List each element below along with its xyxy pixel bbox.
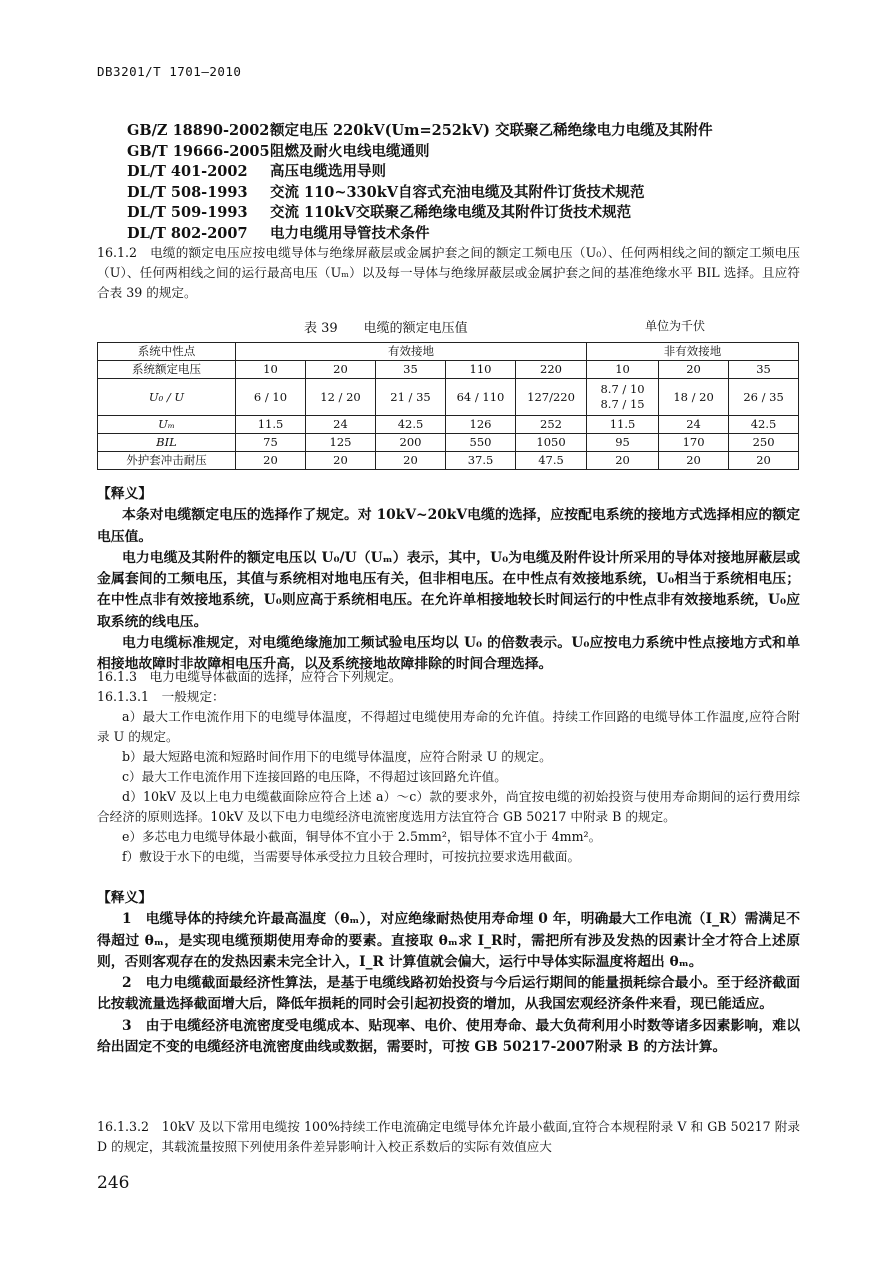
- rated-voltage-table: [97, 342, 799, 470]
- list-item: e）多芯电力电缆导体最小截面，铜导体不宜小于 2.5mm²，铝导体不宜小于 4mm²。: [122, 829, 602, 844]
- table-cell: 126: [446, 416, 516, 434]
- table-cell: 1050: [516, 434, 587, 452]
- reference-list: [127, 121, 713, 244]
- clause-16-1-3: [97, 667, 800, 867]
- table-cell: 12 / 20: [306, 379, 376, 416]
- reference-code: DL/T 802-2007: [127, 224, 248, 242]
- table-cell: 20: [587, 452, 659, 470]
- list-item: f）敷设于水下的电缆，当需要导体承受拉力且较合理时，可按抗拉要求选用截面。: [122, 849, 581, 864]
- table-row: [98, 379, 799, 416]
- table-header-cell: 系统中性点: [98, 343, 236, 361]
- clause-16-1-3-2: [97, 1117, 800, 1157]
- table-header-cell: 有效接地: [236, 343, 587, 361]
- reference-title: 交流 110~330kV自容式充油电缆及其附件订货技术规范: [270, 183, 645, 201]
- reference-item: [127, 203, 713, 224]
- reference-title: 电力电缆用导管技术条件: [270, 224, 430, 242]
- reference-item: [127, 121, 713, 142]
- table-header-cell: 110: [446, 361, 516, 379]
- table-cell: 26 / 35: [729, 379, 799, 416]
- reference-title: 阻燃及耐火电线电缆通则: [270, 142, 430, 160]
- table-cell: 6 / 10: [236, 379, 306, 416]
- explanation-1: [97, 484, 800, 676]
- clause-16-1-2: [97, 243, 800, 303]
- explanation-heading: 【释义】: [97, 486, 153, 502]
- reference-code: GB/Z 18890-2002: [127, 122, 270, 139]
- table-cell: 64 / 110: [446, 379, 516, 416]
- clause-text: 16.1.3 电力电缆导体截面的选择，应符合下列规定。: [97, 669, 402, 684]
- table-cell: 200: [376, 434, 446, 452]
- clause-text: 16.1.2 电缆的额定电压应按电缆导体与绝缘屏蔽层或金属护套之间的额定工频电压（U₀）、任何两相线之间的额定工频电压（U）、任何两相线之间的运行最高电压（Uₘ）以及每一导体与绝缘屏蔽层或金属护套之间的基准绝缘水平 BIL 选择。且应符合表 39 的规定。: [97, 245, 800, 300]
- table-cell: 24: [659, 416, 729, 434]
- table-row-label: Uₘ: [98, 416, 236, 434]
- table-header-cell: 20: [306, 361, 376, 379]
- doc-id-header: DB3201/T 1701—2010: [97, 64, 242, 79]
- table-cell: 20: [659, 452, 729, 470]
- table-row: [98, 343, 799, 361]
- table-cell: 42.5: [376, 416, 446, 434]
- explanation-paragraph: 2 电力电缆截面最经济性算法，是基于电缆线路初始投资与今后运行期间的能量损耗综合最小。至于经济截面比按载流量选择截面增大后，降低年损耗的同时会引起初投资的增加，从我国宏观经济条件来看，现已能适应。: [97, 975, 800, 1013]
- table-cell: 20: [729, 452, 799, 470]
- list-item: c）最大工作电流作用下连接回路的电压降，不得超过该回路允许值。: [122, 769, 507, 784]
- page-number: 246: [97, 1173, 130, 1193]
- table-cell: 95: [587, 434, 659, 452]
- table-cell: 42.5: [729, 416, 799, 434]
- table-cell: 8.7 / 10 8.7 / 15: [587, 379, 659, 416]
- table-cell: 127/220: [516, 379, 587, 416]
- table-row: [98, 416, 799, 434]
- reference-title: 交流 110kV交联聚乙稀绝缘电缆及其附件订货技术规范: [270, 204, 632, 221]
- table-cell: 550: [446, 434, 516, 452]
- table-cell: 47.5: [516, 452, 587, 470]
- explanation-paragraph: 本条对电缆额定电压的选择作了规定。对 10kV~20kV电缆的选择，应按配电系统的接地方式选择相应的额定电压值。: [97, 507, 800, 545]
- reference-item: [127, 142, 713, 163]
- reference-title: 高压电缆选用导则: [270, 163, 386, 180]
- table-cell: 75: [236, 434, 306, 452]
- reference-code: GB/T 19666-2005: [127, 142, 270, 160]
- table-header-cell: 35: [376, 361, 446, 379]
- table-cell: 24: [306, 416, 376, 434]
- clause-text: 16.1.3.1 一般规定：: [97, 689, 225, 704]
- table-row: [98, 361, 799, 379]
- table-header-cell: 20: [659, 361, 729, 379]
- table-cell: 20: [376, 452, 446, 470]
- explanation-paragraph: 1 电缆导体的持续允许最高温度（θₘ），对应绝缘耐热使用寿命埋 0 年，明确最大工作电流（I_R）需满足不得超过 θₘ，是实现电缆预期使用寿命的要素。直接取 θₘ求 I_R时，需把所有涉及发热的因素计全才符合上述原则，否则客观存在的发热因素未完全计入，I_R 计算值就会偏大，运行中导体实际温度将超出 θₘ。: [97, 911, 800, 970]
- table-header-cell: 系统额定电压: [98, 361, 236, 379]
- table-header-cell: 220: [516, 361, 587, 379]
- table-cell: 125: [306, 434, 376, 452]
- table-cell: 170: [659, 434, 729, 452]
- reference-code: DL/T 508-1993: [127, 183, 248, 201]
- table-row-label: 外护套冲击耐压: [98, 452, 236, 470]
- reference-item: [127, 162, 713, 183]
- clause-text: 16.1.3.2 10kV 及以下常用电缆按 100%持续工作电流确定电缆导体允许最小截面,宜符合本规程附录 V 和 GB 50217 附录 D 的规定，其载流量按照下列使用条件差异影响计入校正系数后的实际有效值应大: [97, 1119, 800, 1154]
- table-cell: 252: [516, 416, 587, 434]
- table-cell: 250: [729, 434, 799, 452]
- list-item: b）最大短路电流和短路时间作用下的电缆导体温度，应符合附录 U 的规定。: [122, 749, 552, 764]
- table-cell: 11.5: [587, 416, 659, 434]
- table-header-cell: 10: [236, 361, 306, 379]
- table-row-label: BIL: [98, 434, 236, 452]
- table-cell: 18 / 20: [659, 379, 729, 416]
- table-cell: 20: [306, 452, 376, 470]
- reference-item: [127, 183, 713, 204]
- reference-code: DL/T 401-2002: [127, 163, 248, 180]
- reference-item: [127, 224, 713, 245]
- explanation-paragraph: 3 由于电缆经济电流密度受电缆成本、贴现率、电价、使用寿命、最大负荷利用小时数等诸多因素影响，难以给出固定不变的电缆经济电流密度曲线或数据，需要时，可按 GB 50217-2007附录 B 的方法计算。: [97, 1017, 800, 1056]
- reference-code: DL/T 509-1993: [127, 204, 248, 221]
- table-row-label: U₀ / U: [98, 379, 236, 416]
- explanation-2: [97, 888, 800, 1058]
- reference-title: 额定电压 220kV(Um=252kV) 交联聚乙稀绝缘电力电缆及其附件: [270, 122, 713, 139]
- table-header-cell: 10: [587, 361, 659, 379]
- table-header-cell: 35: [729, 361, 799, 379]
- table-cell: 21 / 35: [376, 379, 446, 416]
- table-header-cell: 非有效接地: [587, 343, 799, 361]
- explanation-paragraph: 电力电缆及其附件的额定电压以 U₀/U（Uₘ）表示，其中，U₀为电缆及附件设计所采用的导体对接地屏蔽层或金属套间的工频电压，其值与系统相对地电压有关，但非相电压。在中性点有效接地系统，U₀相当于系统相电压；在中性点非有效接地系统，U₀则应高于系统相电压。在允许单相接地较长时间运行的中性点非有效接地系统，U₀应取系统的线电压。: [97, 549, 800, 630]
- list-item: d）10kV 及以上电力电缆截面除应符合上述 a）～c）款的要求外，尚宜按电缆的初始投资与使用寿命期间的运行费用综合经济的原则选择。10kV 及以下电力电缆经济电流密度选用方法宜符合 GB 50217 中附录 B 的规定。: [97, 789, 800, 824]
- table-cell: 11.5: [236, 416, 306, 434]
- table-cell: 20: [236, 452, 306, 470]
- list-item: a）最大工作电流作用下的电缆导体温度，不得超过电缆使用寿命的允许值。持续工作回路的电缆导体工作温度,应符合附录 U 的规定。: [97, 709, 800, 744]
- table-unit: 单位为千伏: [645, 319, 706, 333]
- table-row: [98, 434, 799, 452]
- explanation-paragraph: 电力电缆标准规定，对电缆绝缘施加工频试验电压均以 U₀ 的倍数表示。U₀应按电力系统中性点接地方式和单相接地故障时非故障相电压升高，以及系统接地故障排除的时间合理选择。: [97, 635, 800, 673]
- table-caption: 表 39 电缆的额定电压值: [304, 321, 468, 336]
- table-cell: 37.5: [446, 452, 516, 470]
- explanation-heading: 【释义】: [97, 890, 153, 906]
- table-row: [98, 452, 799, 470]
